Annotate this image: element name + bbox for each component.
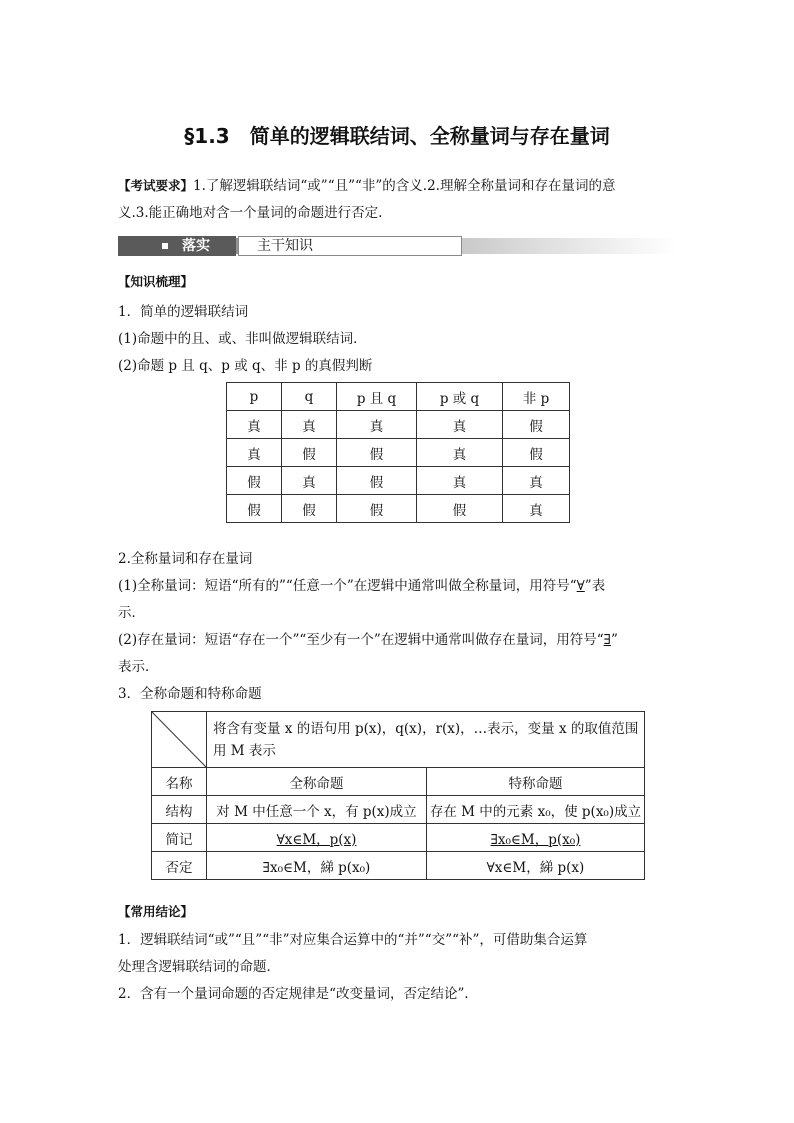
requirement-text-line2: 义.3.能正确地对含一个量词的命题进行否定. [118,205,383,221]
table-cell: 假 [417,495,503,523]
item2-1 [118,576,605,596]
table-intro-line2: 用 M 表示 [213,742,276,759]
table-cell: 真 [417,411,503,439]
conclusions-heading: 【常用结论】 [118,904,194,919]
table-cell: 真 [503,467,570,495]
table-cell: 简记 [152,824,207,852]
table-header-cell: 非 p [503,383,570,411]
banner-dark-label [118,236,236,256]
underlined-formula: ∃x₀∈M，p(x₀) [490,831,581,848]
table-row [227,383,570,411]
table-row [152,768,645,796]
table-intro-cell [207,712,645,768]
table-header-cell: 特称命题 [427,768,645,796]
conclusion-1-cont: 处理含逻辑联结词的命题． [118,959,280,975]
item1-2: (2)命题 p 且 q、p 或 q、非 p 的真假判断 [118,358,373,374]
exists-symbol: ∃ [603,632,611,648]
table-cell: 假 [282,495,337,523]
table-cell: 假 [337,467,417,495]
truth-table [226,382,570,523]
table-cell: 结构 [152,796,207,824]
banner-white-text: 主干知识 [257,238,313,254]
item2-1-cont: 示． [118,605,145,621]
item1-1: (1)命题中的且、或、非叫做逻辑联结词． [118,331,367,347]
table-cell: 假 [227,495,282,523]
table-cell [427,824,645,852]
table-header-cell: q [282,383,337,411]
table-cell: 真 [417,467,503,495]
table-cell: 假 [337,495,417,523]
table-row [152,824,645,852]
table-cell [207,824,427,852]
section-banner [118,236,676,256]
table-cell: 真 [337,411,417,439]
item2-1-text: (1)全称量词：短语“所有的”“任意一个”在逻辑中通常叫做全称量词，用符号“ [118,578,577,594]
table-cell: 真 [227,411,282,439]
forall-symbol: ∀ [576,578,585,594]
table-row [152,712,645,768]
table-cell: 假 [227,467,282,495]
knowledge-heading: 【知识梳理】 [118,274,194,289]
banner-white-label [238,236,462,256]
table-cell: 真 [282,467,337,495]
item2-heading: 2.全称量词和存在量词 [118,551,253,567]
exam-requirements [118,172,678,227]
proposition-table [151,711,645,880]
table-intro-line1: 将含有变量 x 的语句用 p(x)，q(x)，r(x)，…表示，变量 x 的取值范围 [213,720,639,737]
item1-heading: 1．简单的逻辑联结词 [118,304,249,320]
item2-1-tail: ”表 [584,578,606,594]
table-cell: 假 [503,411,570,439]
table-cell: 真 [282,411,337,439]
table-cell: ∀x∈M，綈 p(x) [427,852,645,880]
table-row [152,796,645,824]
table-row [227,411,570,439]
table-row [227,439,570,467]
table-header-cell: 名称 [152,768,207,796]
conclusion-1: 1．逻辑联结词“或”“且”“非”对应集合运算中的“并”“交”“补”，可借助集合运算 [118,932,588,948]
table-cell: 存在 M 中的元素 x₀，使 p(x₀)成立 [427,796,645,824]
table-row [227,495,570,523]
table-cell: 假 [337,439,417,467]
table-cell: 真 [227,439,282,467]
table-cell: 真 [417,439,503,467]
table-cell: 真 [503,495,570,523]
item2-2-tail: ” [610,632,618,648]
table-cell: 对 M 中任意一个 x，有 p(x)成立 [207,796,427,824]
table-header-cell: 全称命题 [207,768,427,796]
item2-2-text: (2)存在量词：短语“存在一个”“至少有一个”在逻辑中通常叫做存在量词，用符号“ [118,632,604,648]
banner-dark-text: 落实 [182,238,210,254]
table-header-cell: p 或 q [417,383,503,411]
table-cell: 否定 [152,852,207,880]
table-cell: 假 [503,439,570,467]
diagonal-line-icon [152,712,206,767]
requirement-text-line1: 1.了解逻辑联结词“或”“且”“非”的含义.2.理解全称量词和存在量词的意 [193,178,616,194]
diagonal-cell [152,712,207,768]
table-cell: 假 [282,439,337,467]
table-header-cell: p [227,383,282,411]
table-row [152,852,645,880]
table-header-cell: p 且 q [337,383,417,411]
table-row [227,467,570,495]
table-cell: ∃x₀∈M，綈 p(x₀) [207,852,427,880]
item3-heading: 3．全称命题和特称命题 [118,686,262,702]
square-bullet-icon [162,243,168,249]
item2-2 [118,630,618,650]
underlined-formula: ∀x∈M，p(x) [276,831,357,848]
conclusion-2: 2．含有一个量词命题的否定规律是“改变量词，否定结论”． [118,986,478,1002]
item2-2-cont: 表示． [118,659,159,675]
page-title: §1.3 简单的逻辑联结词、全称量词与存在量词 [184,124,610,148]
requirement-tag: 【考试要求】 [118,178,194,193]
